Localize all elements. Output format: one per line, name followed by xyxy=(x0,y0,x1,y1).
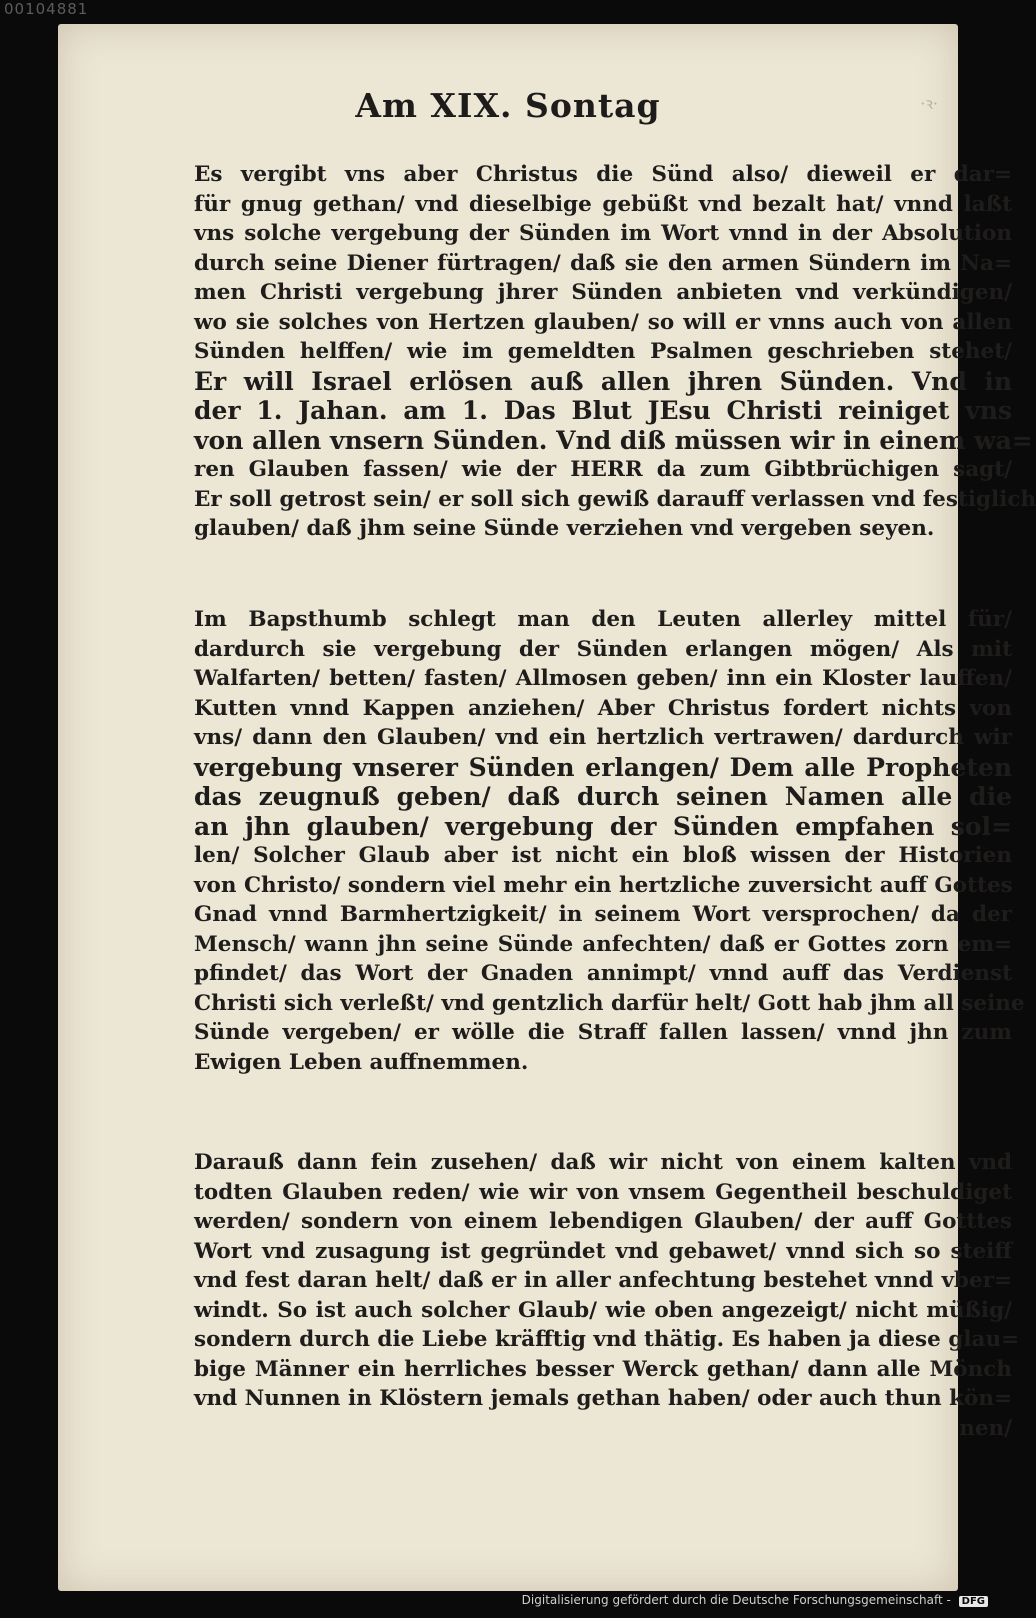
text-line: vnd Nunnen in Klöstern jemals gethan haben/ oder auch thun kön= xyxy=(194,1386,1012,1411)
scan-id: 00104881 xyxy=(4,0,89,18)
page-stamp-mark: ·ꝛ· xyxy=(920,94,938,113)
dfg-logo: DFG xyxy=(959,1596,988,1607)
text-line: Es vergibt vns aber Christus die Sünd also/ dieweil er dar= xyxy=(194,162,1012,187)
catchword: nen/ xyxy=(959,1415,1012,1441)
text-line-emphasis: Er will Israel erlösen auß allen jhren Sünden. Vnd in xyxy=(194,366,1012,396)
text-line: für gnug gethan/ vnd dieselbige gebüßt vnd bezalt hat/ vnnd laßt xyxy=(194,191,1012,217)
text-line: men Christi vergebung jhrer Sünden anbieten vnd verkündigen/ xyxy=(194,280,1012,305)
paragraph-1 xyxy=(194,160,1036,544)
text-line: pfindet/ das Wort der Gnaden annimpt/ vnnd auff das Verdienst xyxy=(194,961,1012,986)
text-line: bige Männer ein herrliches besser Werck gethan/ dann alle Mönch xyxy=(194,1356,1012,1382)
text-line-emphasis: von allen vnsern Sünden. Vnd diß müssen wir in einem wa= xyxy=(194,425,1033,455)
paragraph-2 xyxy=(194,605,1025,1077)
text-line-emphasis: vergebung vnserer Sünden erlangen/ Dem alle Propheten xyxy=(194,752,1012,782)
text-line: Walfarten/ betten/ fasten/ Allmosen geben/ inn ein Kloster lauffen/ xyxy=(194,666,1012,691)
text-line: werden/ sondern von einem lebendigen Glauben/ der auff Gotttes xyxy=(194,1209,1012,1234)
digitization-credit xyxy=(522,1593,988,1607)
text-line: von Christo/ sondern viel mehr ein hertzliche zuversicht auff Gottes xyxy=(194,872,1013,898)
text-line: Kutten vnnd Kappen anziehen/ Aber Christus fordert nichts von xyxy=(194,695,1012,721)
text-line-emphasis: der 1. Jahan. am 1. Das Blut JEsu Christi reiniget vns xyxy=(194,396,1012,425)
text-line: vnd fest daran helt/ daß er in aller anfechtung bestehet vnnd vber= xyxy=(194,1268,1012,1293)
text-line: Sünden helffen/ wie im gemeldten Psalmen geschrieben stehet/ xyxy=(194,339,1012,364)
text-line-emphasis: das zeugnuß geben/ daß durch seinen Namen alle die xyxy=(194,782,1012,811)
text-line: vns/ dann den Glauben/ vnd ein hertzlich vertrawen/ dardurch wir xyxy=(194,725,1012,750)
text-line: Gnad vnnd Barmhertzigkeit/ in seinem Wort versprochen/ da der xyxy=(194,902,1012,927)
text-line: Wort vnd zusagung ist gegründet vnd gebawet/ vnnd sich so steiff xyxy=(194,1238,1012,1264)
credit-text: Digitalisierung gefördert durch die Deutsche Forschungsgemeinschaft - xyxy=(521,1593,951,1607)
text-line: ren Glauben fassen/ wie der HERR da zum Gibtbrüchigen sagt/ xyxy=(194,457,1012,482)
text-line: windt. So ist auch solcher Glaub/ wie oben angezeigt/ nicht müßig/ xyxy=(194,1297,1012,1323)
text-line: sondern durch die Liebe kräfftig vnd thätig. Es haben ja diese glau= xyxy=(194,1327,1020,1352)
book-page xyxy=(58,24,1036,1591)
text-line: Ewigen Leben auffnemmen. xyxy=(194,1049,529,1075)
running-title: Am XIX. Sontag xyxy=(355,86,661,125)
text-line: vns solche vergebung der Sünden im Wort vnnd in der Absolution xyxy=(194,221,1012,246)
text-line: Sünde vergeben/ er wölle die Straff fallen lassen/ vnnd jhn zum xyxy=(194,1020,1012,1045)
text-line: dardurch sie vergebung der Sünden erlangen mögen/ Als mit xyxy=(194,636,1012,662)
text-line: Mensch/ wann jhn seine Sünde anfechten/ daß er Gottes zorn em= xyxy=(194,931,1012,957)
text-line: durch seine Diener fürtragen/ daß sie den armen Sündern im Na= xyxy=(194,250,1012,276)
text-line: Darauß dann fein zusehen/ daß wir nicht von einem kalten vnd xyxy=(194,1150,1012,1175)
paragraph-3 xyxy=(194,1148,1020,1443)
text-line: Im Bapsthumb schlegt man den Leuten allerley mittel für/ xyxy=(194,607,1012,632)
text-line: Er soll getrost sein/ er soll sich gewiß darauff verlassen vnd festiglich xyxy=(194,486,1036,512)
text-line: glauben/ daß jhm seine Sünde verziehen vnd vergeben seyen. xyxy=(194,516,935,541)
text-line: Christi sich verleßt/ vnd gentzlich darfür helt/ Gott hab jhm all seine xyxy=(194,990,1025,1016)
text-line: todten Glauben reden/ wie wir von vnsem Gegentheil beschuldiget xyxy=(194,1179,1012,1205)
text-line-emphasis: an jhn glauben/ vergebung der Sünden empfahen sol= xyxy=(194,811,1012,841)
text-line: len/ Solcher Glaub aber ist nicht ein bloß wissen der Historien xyxy=(194,843,1012,868)
text-line: wo sie solches von Hertzen glauben/ so will er vnns auch von allen xyxy=(194,309,1012,335)
